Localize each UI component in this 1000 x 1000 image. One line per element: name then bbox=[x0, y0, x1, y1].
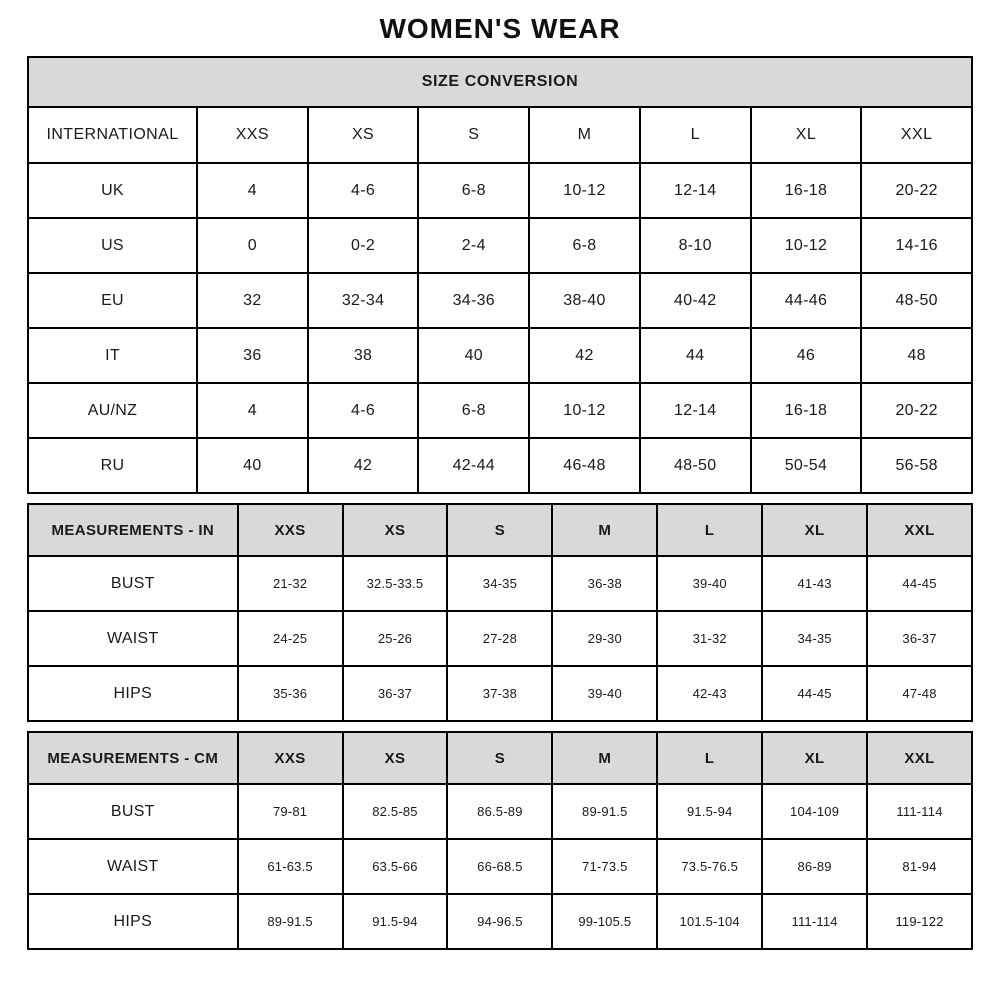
value-cell: 42 bbox=[529, 328, 640, 383]
row-label: UK bbox=[28, 163, 197, 218]
header-label: INTERNATIONAL bbox=[28, 107, 197, 163]
value-cell: 20-22 bbox=[861, 383, 972, 438]
value-cell: 48-50 bbox=[640, 438, 751, 493]
value-cell: 10-12 bbox=[751, 218, 862, 273]
row-label: HIPS bbox=[28, 666, 238, 721]
size-header: XL bbox=[751, 107, 862, 163]
size-header: XL bbox=[762, 732, 867, 784]
value-cell: 66-68.5 bbox=[447, 839, 552, 894]
table-header-row bbox=[28, 732, 972, 784]
value-cell: 91.5-94 bbox=[343, 894, 448, 949]
measurements-cm-table bbox=[27, 731, 973, 950]
value-cell: 47-48 bbox=[867, 666, 972, 721]
value-cell: 40 bbox=[197, 438, 308, 493]
table-row bbox=[28, 273, 972, 328]
value-cell: 119-122 bbox=[867, 894, 972, 949]
row-label: WAIST bbox=[28, 611, 238, 666]
value-cell: 81-94 bbox=[867, 839, 972, 894]
value-cell: 44 bbox=[640, 328, 751, 383]
value-cell: 4 bbox=[197, 163, 308, 218]
value-cell: 44-45 bbox=[762, 666, 867, 721]
value-cell: 4-6 bbox=[308, 383, 419, 438]
table-row bbox=[28, 328, 972, 383]
size-header: S bbox=[447, 732, 552, 784]
value-cell: 91.5-94 bbox=[657, 784, 762, 839]
table-row bbox=[28, 839, 972, 894]
value-cell: 24-25 bbox=[238, 611, 343, 666]
value-cell: 38-40 bbox=[529, 273, 640, 328]
table-row bbox=[28, 163, 972, 218]
table-row bbox=[28, 218, 972, 273]
value-cell: 21-32 bbox=[238, 556, 343, 611]
value-cell: 4 bbox=[197, 383, 308, 438]
table-row bbox=[28, 556, 972, 611]
value-cell: 79-81 bbox=[238, 784, 343, 839]
value-cell: 31-32 bbox=[657, 611, 762, 666]
value-cell: 99-105.5 bbox=[552, 894, 657, 949]
value-cell: 10-12 bbox=[529, 163, 640, 218]
value-cell: 16-18 bbox=[751, 383, 862, 438]
value-cell: 6-8 bbox=[418, 163, 529, 218]
size-header: XXS bbox=[197, 107, 308, 163]
size-header: L bbox=[657, 504, 762, 556]
value-cell: 89-91.5 bbox=[238, 894, 343, 949]
value-cell: 48 bbox=[861, 328, 972, 383]
value-cell: 63.5-66 bbox=[343, 839, 448, 894]
value-cell: 2-4 bbox=[418, 218, 529, 273]
value-cell: 6-8 bbox=[418, 383, 529, 438]
value-cell: 6-8 bbox=[529, 218, 640, 273]
value-cell: 12-14 bbox=[640, 163, 751, 218]
value-cell: 4-6 bbox=[308, 163, 419, 218]
row-label: EU bbox=[28, 273, 197, 328]
value-cell: 38 bbox=[308, 328, 419, 383]
value-cell: 42 bbox=[308, 438, 419, 493]
header-label: MEASUREMENTS - IN bbox=[28, 504, 238, 556]
row-label: AU/NZ bbox=[28, 383, 197, 438]
size-header: M bbox=[552, 732, 657, 784]
size-header: M bbox=[552, 504, 657, 556]
value-cell: 61-63.5 bbox=[238, 839, 343, 894]
value-cell: 44-46 bbox=[751, 273, 862, 328]
value-cell: 32-34 bbox=[308, 273, 419, 328]
value-cell: 29-30 bbox=[552, 611, 657, 666]
table-row bbox=[28, 611, 972, 666]
value-cell: 27-28 bbox=[447, 611, 552, 666]
row-label: BUST bbox=[28, 556, 238, 611]
size-header: M bbox=[529, 107, 640, 163]
size-header: XS bbox=[308, 107, 419, 163]
value-cell: 25-26 bbox=[343, 611, 448, 666]
value-cell: 37-38 bbox=[447, 666, 552, 721]
size-header: L bbox=[640, 107, 751, 163]
value-cell: 40-42 bbox=[640, 273, 751, 328]
value-cell: 16-18 bbox=[751, 163, 862, 218]
value-cell: 89-91.5 bbox=[552, 784, 657, 839]
value-cell: 0 bbox=[197, 218, 308, 273]
value-cell: 35-36 bbox=[238, 666, 343, 721]
page-title: WOMEN'S WEAR bbox=[379, 13, 621, 44]
value-cell: 32 bbox=[197, 273, 308, 328]
header-label: MEASUREMENTS - CM bbox=[28, 732, 238, 784]
size-header: XXL bbox=[867, 732, 972, 784]
value-cell: 34-36 bbox=[418, 273, 529, 328]
value-cell: 56-58 bbox=[861, 438, 972, 493]
value-cell: 0-2 bbox=[308, 218, 419, 273]
value-cell: 46 bbox=[751, 328, 862, 383]
value-cell: 10-12 bbox=[529, 383, 640, 438]
value-cell: 73.5-76.5 bbox=[657, 839, 762, 894]
value-cell: 44-45 bbox=[867, 556, 972, 611]
row-label: HIPS bbox=[28, 894, 238, 949]
value-cell: 42-43 bbox=[657, 666, 762, 721]
table-header-row bbox=[28, 504, 972, 556]
value-cell: 36-37 bbox=[343, 666, 448, 721]
value-cell: 41-43 bbox=[762, 556, 867, 611]
size-header: XXS bbox=[238, 504, 343, 556]
value-cell: 46-48 bbox=[529, 438, 640, 493]
size-header: XS bbox=[343, 504, 448, 556]
size-header: XXL bbox=[861, 107, 972, 163]
value-cell: 111-114 bbox=[867, 784, 972, 839]
value-cell: 86.5-89 bbox=[447, 784, 552, 839]
value-cell: 86-89 bbox=[762, 839, 867, 894]
table-row bbox=[28, 894, 972, 949]
size-header: S bbox=[447, 504, 552, 556]
table-banner-row bbox=[28, 57, 972, 107]
value-cell: 12-14 bbox=[640, 383, 751, 438]
value-cell: 39-40 bbox=[657, 556, 762, 611]
table-header-row bbox=[28, 107, 972, 163]
row-label: US bbox=[28, 218, 197, 273]
size-conversion-table bbox=[27, 56, 973, 494]
value-cell: 48-50 bbox=[861, 273, 972, 328]
value-cell: 36 bbox=[197, 328, 308, 383]
size-header: L bbox=[657, 732, 762, 784]
size-header: XXL bbox=[867, 504, 972, 556]
size-header: XXS bbox=[238, 732, 343, 784]
row-label: IT bbox=[28, 328, 197, 383]
table-row bbox=[28, 784, 972, 839]
value-cell: 34-35 bbox=[762, 611, 867, 666]
size-header: XS bbox=[343, 732, 448, 784]
row-label: RU bbox=[28, 438, 197, 493]
value-cell: 36-38 bbox=[552, 556, 657, 611]
table-row bbox=[28, 666, 972, 721]
table-row bbox=[28, 438, 972, 493]
value-cell: 36-37 bbox=[867, 611, 972, 666]
value-cell: 50-54 bbox=[751, 438, 862, 493]
value-cell: 32.5-33.5 bbox=[343, 556, 448, 611]
measurements-in-table bbox=[27, 503, 973, 722]
value-cell: 71-73.5 bbox=[552, 839, 657, 894]
row-label: BUST bbox=[28, 784, 238, 839]
value-cell: 82.5-85 bbox=[343, 784, 448, 839]
value-cell: 34-35 bbox=[447, 556, 552, 611]
size-header: S bbox=[418, 107, 529, 163]
value-cell: 104-109 bbox=[762, 784, 867, 839]
value-cell: 42-44 bbox=[418, 438, 529, 493]
row-label: WAIST bbox=[28, 839, 238, 894]
value-cell: 39-40 bbox=[552, 666, 657, 721]
table-banner: SIZE CONVERSION bbox=[28, 57, 972, 107]
size-header: XL bbox=[762, 504, 867, 556]
value-cell: 8-10 bbox=[640, 218, 751, 273]
value-cell: 20-22 bbox=[861, 163, 972, 218]
value-cell: 40 bbox=[418, 328, 529, 383]
table-row bbox=[28, 383, 972, 438]
value-cell: 111-114 bbox=[762, 894, 867, 949]
value-cell: 94-96.5 bbox=[447, 894, 552, 949]
value-cell: 101.5-104 bbox=[657, 894, 762, 949]
value-cell: 14-16 bbox=[861, 218, 972, 273]
